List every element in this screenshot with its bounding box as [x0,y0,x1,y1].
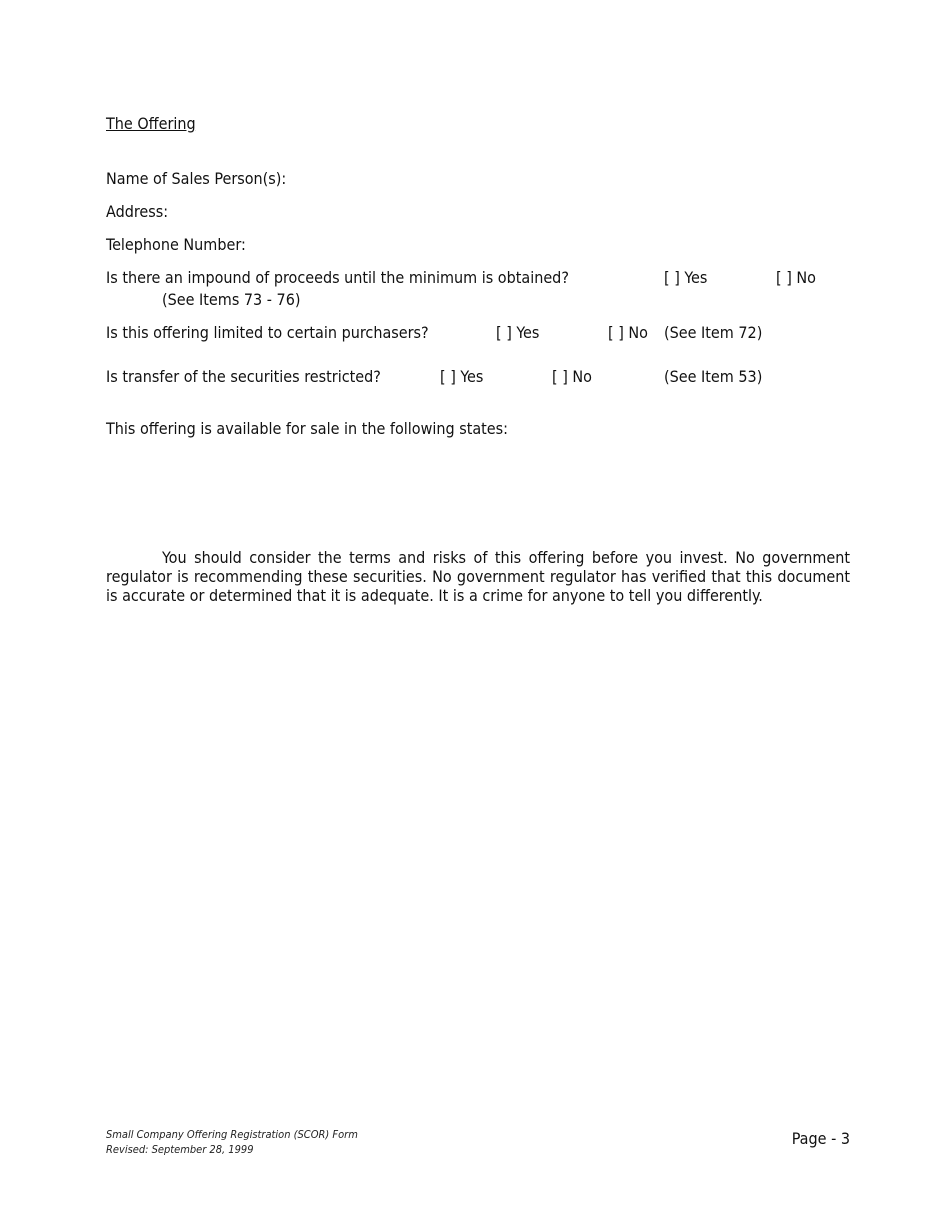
warning-paragraph: You should consider the terms and risks of this offering before you invest. No government regulator is recommending these securities. No government regulator has verified that this document is accurate or determined that it is adequate. It is a crime for anyone to tell you differently. [106,548,850,605]
telephone-label: Telephone Number: [106,235,246,254]
page-number: Page - 3 [791,1129,850,1148]
transfer-yes-checkbox[interactable]: [ ] Yes [440,367,484,386]
section-heading: The Offering [106,114,196,133]
impound-yes-checkbox[interactable]: [ ] Yes [664,268,708,287]
impound-reference: (See Items 73 - 76) [162,290,301,309]
address-label: Address: [106,202,169,221]
impound-no-checkbox[interactable]: [ ] No [776,268,816,287]
impound-question: Is there an impound of proceeds until the minimum is obtained? [106,268,569,287]
transfer-reference: (See Item 53) [664,367,763,386]
footer-form-name: Small Company Offering Registration (SCOR) Form [106,1128,358,1141]
footer-revised-date: Revised: September 28, 1999 [106,1143,254,1156]
limited-yes-checkbox[interactable]: [ ] Yes [496,323,540,342]
states-label: This offering is available for sale in the following states: [106,419,509,438]
limited-reference: (See Item 72) [664,323,763,342]
limited-no-checkbox[interactable]: [ ] No [608,323,648,342]
transfer-no-checkbox[interactable]: [ ] No [552,367,592,386]
transfer-question: Is transfer of the securities restricted? [106,367,381,386]
limited-question: Is this offering limited to certain purchasers? [106,323,429,342]
sales-person-label: Name of Sales Person(s): [106,169,287,188]
footer-form-info [106,1127,358,1157]
